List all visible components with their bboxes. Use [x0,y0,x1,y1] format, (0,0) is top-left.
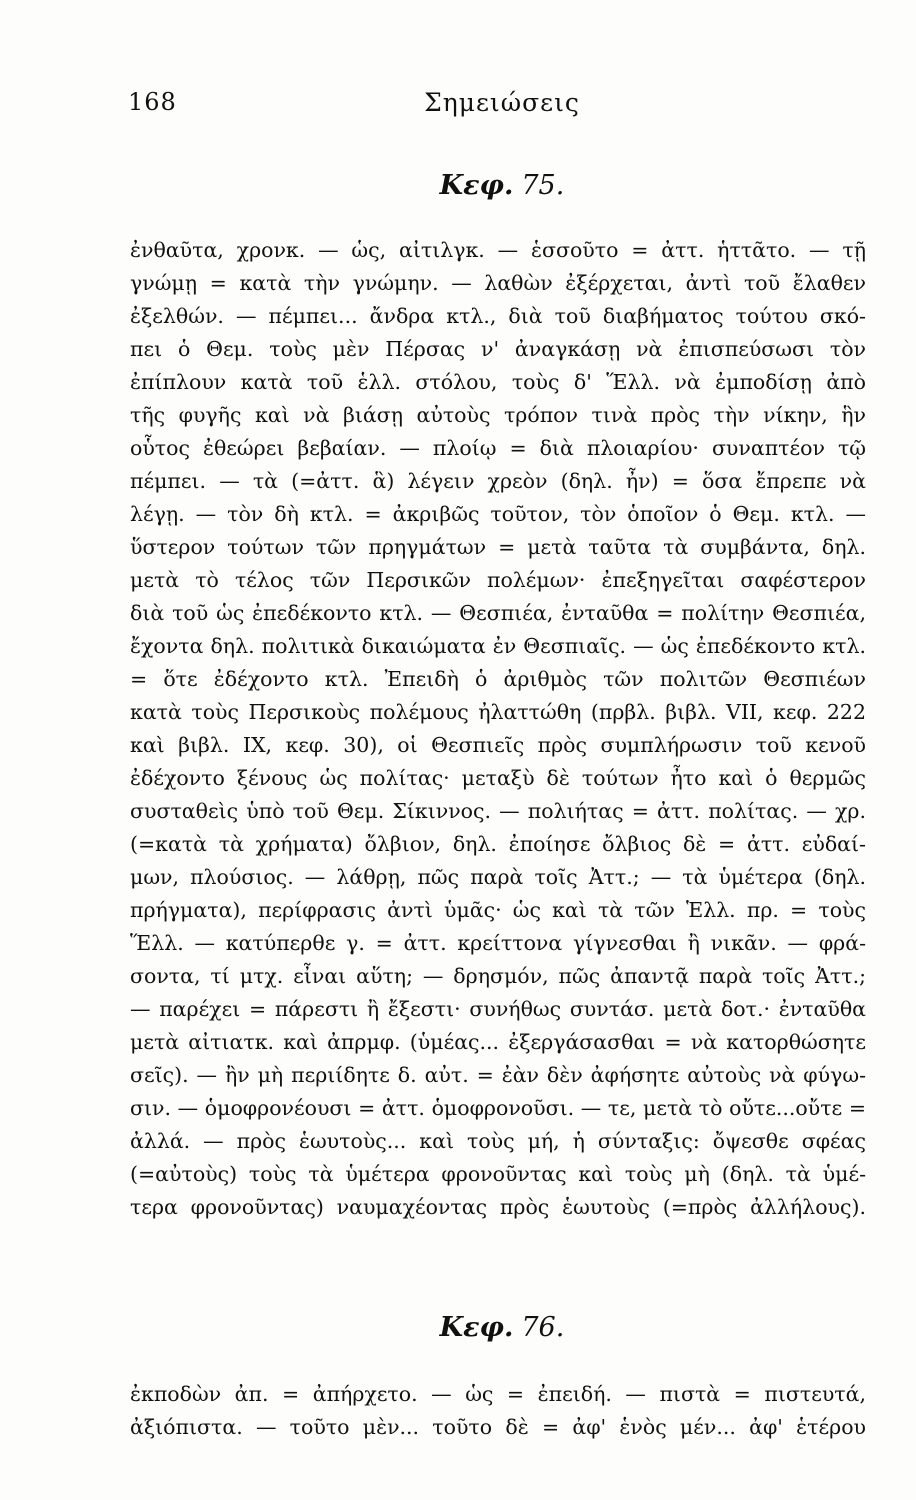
text-line: ἐπίπλουν κατὰ τοῦ ἑλλ. στόλου, τοὺς δ' Ἕλλ. νὰ ἐμποδίσῃ ἀπὸ [130,370,866,394]
running-head [128,88,876,124]
text-line: ὕστερον τούτων τῶν πρηγμάτων = μετὰ ταῦτα τὰ συμβάντα, δηλ. [130,535,866,559]
text-line: σεῖς). — ἢν μὴ περιίδητε δ. αὐτ. = ἐὰν δὲν ἀφήσητε αὐτοὺς νὰ φύγω- [130,1063,866,1087]
text-line: τερα φρονοῦντας) ναυμαχέοντας πρὸς ἑωυτοὺς (=πρὸς ἀλλήλους). [130,1195,866,1219]
text-line: μετὰ αἰτιατκ. καὶ ἀπρμφ. (ὑμέας... ἐξεργάσασθαι = νὰ κατορθώσητε [130,1030,866,1054]
text-line: μετὰ τὸ τέλος τῶν Περσικῶν πολέμων· ἐπεξηγεῖται σαφέστερον [130,568,866,592]
text-line: (=κατὰ τὰ χρήματα) ὄλβιον, δηλ. ἐποίησε ὄλβιος δὲ = ἀττ. εὐδαί- [130,832,866,856]
text-line: ἀλλά. — πρὸς ἑωυτοὺς... καὶ τοὺς μή, ἡ σύνταξις: ὄψεσθε σφέας [130,1129,866,1153]
text-line: τῆς φυγῆς καὶ νὰ βιάσῃ αὐτοὺς τρόπον τινὰ πρὸς τὴν νίκην, ἣν [130,403,866,427]
page-number: 168 [128,88,177,116]
text-line: οὗτος ἐθεώρει βεβαίαν. — πλοίῳ = διὰ πλοιαρίου· συναπτέον τῷ [130,436,866,460]
text-line: (=αὐτοὺς) τοὺς τὰ ὑμέτερα φρονοῦντας καὶ τοὺς μὴ (δηλ. τὰ ὑμέ- [130,1162,866,1186]
text-line: καὶ βιβλ. IX, κεφ. 30), οἱ Θεσπιεῖς πρὸς συμπλήρωσιν τοῦ κενοῦ [130,733,866,757]
text-line: Ἕλλ. — κατύπερθε γ. = ἀττ. κρείττονα γίγνεσθαι ἢ νικᾶν. — φρά- [130,931,866,955]
text-line: μων, πλούσιος. — λάθρῃ, πῶς παρὰ τοῖς Ἀττ.; — τὰ ὑμέτερα (δηλ. [130,865,866,889]
text-line: ἐκποδὼν ἀπ. = ἀπήρχετο. — ὡς = ἐπειδή. — πιστὰ = πιστευτά, [130,1382,866,1406]
text-line: διὰ τοῦ ὡς ἐπεδέκοντο κτλ. — Θεσπιέα, ἐνταῦθα = πολίτην Θεσπιέα, [130,601,866,625]
text-line: πει ὁ Θεμ. τοὺς μὲν Πέρσας ν' ἀναγκάσῃ νὰ ἐπισπεύσωσι τὸν [130,337,866,361]
text-line: πέμπει. — τὰ (=ἀττ. ἃ) λέγειν χρεὸν (δηλ. ἦν) = ὅσα ἔπρεπε νὰ [130,469,866,493]
text-line: = ὅτε ἐδέχοντο κτλ. Ἐπειδὴ ὁ ἀριθμὸς τῶν πολιτῶν Θεσπιέων [130,667,866,691]
text-line: γνώμῃ = κατὰ τὴν γνώμην. — λαθὼν ἐξέρχεται, ἀντὶ τοῦ ἔλαθεν [130,271,866,295]
text-line: ἀξιόπιστα. — τοῦτο μὲν... τοῦτο δὲ = ἀφ' ἑνὸς μέν... ἀφ' ἑτέρου [130,1415,866,1439]
chapter-number: 75. [521,170,565,201]
text-line: σιν. — ὁμοφρονέουσι = ἀττ. ὁμοφρονοῦσι. — τε, μετὰ τὸ οὔτε...οὔτε = [130,1096,866,1120]
text-line: σοντα, τί μτχ. εἶναι αὕτη; — δρησμόν, πῶς ἀπαντᾷ παρὰ τοῖς Ἀττ.; [130,964,866,988]
chapter-76-heading [128,1312,876,1343]
text-line: ἐνθαῦτα, χρονκ. — ὡς, αἰτιλγκ. — ἑσσοῦτο = ἀττ. ἡττᾶτο. — τῇ [130,238,866,262]
text-line: συσταθεὶς ὑπὸ τοῦ Θεμ. Σίκιννος. — πολιήτας = ἀττ. πολίτας. — χρ. [130,799,866,823]
text-line: — παρέχει = πάρεστι ἢ ἔξεστι· συνήθως συντάσ. μετὰ δοτ.· ἐνταῦθα [130,997,866,1021]
chapter-label: Κεφ. [439,170,514,201]
chapter-75-heading [128,170,876,201]
text-line: πρήγματα), περίφρασις ἀντὶ ὑμᾶς· ὡς καὶ τὰ τῶν Ἑλλ. πρ. = τοὺς [130,898,866,922]
text-line: ἐδέχοντο ξένους ὡς πολίτας· μεταξὺ δὲ τούτων ἦτο καὶ ὁ θερμῶς [130,766,866,790]
text-line: ἔχοντα δηλ. πολιτικὰ δικαιώματα ἐν Θεσπιαῖς. — ὡς ἐπεδέκοντο κτλ. [130,634,866,658]
chapter-number: 76. [521,1312,565,1343]
chapter-label: Κεφ. [439,1312,514,1343]
text-line: ἐξελθών. — πέμπει... ἄνδρα κτλ., διὰ τοῦ διαβήματος τούτου σκό- [130,304,866,328]
text-line: κατὰ τοὺς Περσικοὺς πολέμους ἠλαττώθη (πρβλ. βιβλ. VII, κεφ. 222 [130,700,866,724]
running-title: Σημειώσεις [424,88,580,117]
text-line: λέγῃ. — τὸν δὴ κτλ. = ἀκριβῶς τοῦτον, τὸν ὁποῖον ὁ Θεμ. κτλ. — [130,502,866,526]
